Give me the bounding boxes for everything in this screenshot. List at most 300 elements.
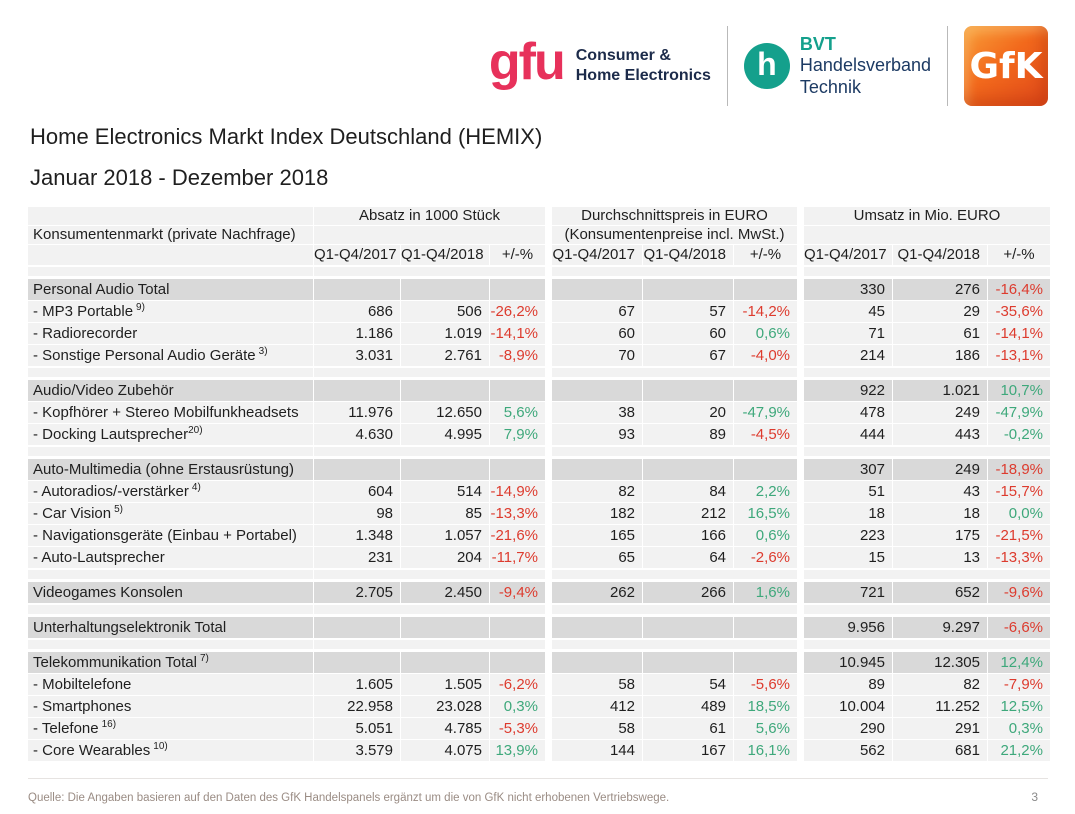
cell-absatz-pct: -5,3% <box>490 718 545 739</box>
cell-preis-pct: -5,6% <box>734 674 797 695</box>
cell-umsatz-pct: 0,0% <box>988 503 1050 524</box>
row-label: Unterhaltungselektronik Total <box>28 617 313 638</box>
row-label: Videogames Konsolen <box>28 582 313 603</box>
cell-absatz-2017: 4.630 <box>314 424 400 445</box>
row-label: - Kopfhörer + Stereo Mobilfunkheadsets <box>28 402 313 423</box>
column-gap <box>546 402 551 423</box>
cell-preis-pct: 0,6% <box>734 525 797 546</box>
cell-preis-pct: -4,5% <box>734 424 797 445</box>
cell-preis-2018: 89 <box>643 424 733 445</box>
table-row <box>28 481 1050 502</box>
cell-umsatz-2017: 10.945 <box>804 652 892 673</box>
cell-umsatz-2018: 13 <box>893 547 987 568</box>
cell-umsatz-pct: -16,4% <box>988 279 1050 300</box>
cell-absatz-pct: -6,2% <box>490 674 545 695</box>
cell-umsatz-2018: 18 <box>893 503 987 524</box>
cell-umsatz-2017: 9.956 <box>804 617 892 638</box>
period-header-umsatz-pct: +/-% <box>988 245 1050 265</box>
cell-umsatz-2017: 15 <box>804 547 892 568</box>
footnote-marker: 4) <box>191 482 201 493</box>
cell-preis-pct <box>734 652 797 673</box>
cell-umsatz-pct: -13,1% <box>988 345 1050 366</box>
cell-absatz-2018: 4.075 <box>401 740 489 761</box>
cell-preis-pct: 2,2% <box>734 481 797 502</box>
cell-absatz-pct: -21,6% <box>490 525 545 546</box>
cell-umsatz-pct: -13,3% <box>988 547 1050 568</box>
column-gap <box>798 380 803 401</box>
column-gap <box>798 459 803 480</box>
cell-absatz-2017: 1.605 <box>314 674 400 695</box>
spacer-cell <box>314 267 545 276</box>
spacer-cell <box>28 570 313 579</box>
column-gap <box>798 424 803 445</box>
spacer-row <box>28 605 1050 614</box>
cell-preis-2017: 58 <box>552 718 642 739</box>
table-header-groups <box>28 207 1050 225</box>
column-gap <box>546 226 551 244</box>
cell-umsatz-pct: -6,6% <box>988 617 1050 638</box>
column-gap <box>546 368 551 377</box>
cell-absatz-2018: 12.650 <box>401 402 489 423</box>
column-gap <box>798 718 803 739</box>
cell-umsatz-2017: 444 <box>804 424 892 445</box>
column-gap <box>546 245 551 265</box>
gfu-tagline <box>576 46 711 86</box>
spacer-cell <box>804 570 1050 579</box>
section-row <box>28 652 1050 673</box>
hemix-table <box>28 207 1050 761</box>
table-row <box>28 503 1050 524</box>
cell-umsatz-pct: -14,1% <box>988 323 1050 344</box>
cell-absatz-pct: 5,6% <box>490 402 545 423</box>
cell-absatz-2017 <box>314 652 400 673</box>
spacer-cell <box>552 447 797 456</box>
cell-umsatz-pct: -18,9% <box>988 459 1050 480</box>
spacer-row <box>28 267 1050 276</box>
cell-absatz-2017: 11.976 <box>314 402 400 423</box>
column-gap <box>798 481 803 502</box>
cell-absatz-2017: 231 <box>314 547 400 568</box>
column-gap <box>798 570 803 579</box>
cell-umsatz-pct: -21,5% <box>988 525 1050 546</box>
group-title-0: Absatz in 1000 Stück <box>314 207 545 225</box>
column-gap <box>546 503 551 524</box>
cell-absatz-2018: 85 <box>401 503 489 524</box>
cell-preis-pct <box>734 380 797 401</box>
cell-preis-pct: -47,9% <box>734 402 797 423</box>
cell-preis-2018: 489 <box>643 696 733 717</box>
bvt-line3: Technik <box>799 76 861 97</box>
corner-label: Konsumentenmarkt (private Nachfrage) <box>28 226 313 244</box>
footnote-marker: 10) <box>153 741 168 752</box>
section-row <box>28 617 1050 638</box>
cell-absatz-2017: 3.031 <box>314 345 400 366</box>
cell-umsatz-2018: 249 <box>893 459 987 480</box>
period-header-preis-2018: Q1-Q4/2018 <box>643 245 733 265</box>
footnote-marker: 5) <box>114 504 123 515</box>
column-gap <box>798 226 803 244</box>
cell-preis-2018 <box>643 459 733 480</box>
corner-cell <box>28 207 313 225</box>
row-label: - Core Wearables $^{10)}$ <box>28 740 313 761</box>
cell-preis-2018: 67 <box>643 345 733 366</box>
group-title-1: Durchschnittspreis in EURO <box>552 207 797 225</box>
cell-preis-pct: 16,5% <box>734 503 797 524</box>
table-row <box>28 674 1050 695</box>
column-gap <box>546 459 551 480</box>
cell-umsatz-2018: 291 <box>893 718 987 739</box>
cell-umsatz-pct: -0,2% <box>988 424 1050 445</box>
cell-absatz-pct: -13,3% <box>490 503 545 524</box>
cell-absatz-2017: 22.958 <box>314 696 400 717</box>
group-title-2: Umsatz in Mio. EURO <box>804 207 1050 225</box>
cell-absatz-2017: 1.186 <box>314 323 400 344</box>
footnote-marker: 16) <box>101 719 117 730</box>
cell-preis-2018 <box>643 652 733 673</box>
spacer-cell <box>804 605 1050 614</box>
cell-preis-2017: 60 <box>552 323 642 344</box>
cell-absatz-pct <box>490 380 545 401</box>
cell-preis-2017: 182 <box>552 503 642 524</box>
bvt-text <box>800 34 931 99</box>
column-gap <box>546 525 551 546</box>
spacer-cell <box>552 640 797 649</box>
spacer-cell <box>552 570 797 579</box>
cell-umsatz-pct: 12,5% <box>988 696 1050 717</box>
section-row <box>28 459 1050 480</box>
cell-umsatz-2018: 652 <box>893 582 987 603</box>
cell-absatz-pct <box>490 459 545 480</box>
cell-preis-pct: 18,5% <box>734 696 797 717</box>
column-gap <box>798 323 803 344</box>
bvt-logo <box>744 34 931 99</box>
row-label: Auto-Multimedia (ohne Erstausrüstung) <box>28 459 313 480</box>
row-label: - Auto-Lautsprecher <box>28 547 313 568</box>
cell-absatz-2018 <box>401 380 489 401</box>
cell-absatz-pct: -11,7% <box>490 547 545 568</box>
row-label: Telekommunikation Total $^{7)}$ <box>28 652 313 673</box>
cell-preis-pct: 0,6% <box>734 323 797 344</box>
cell-umsatz-2018: 276 <box>893 279 987 300</box>
cell-absatz-pct: 13,9% <box>490 740 545 761</box>
cell-absatz-2018: 23.028 <box>401 696 489 717</box>
row-label: - Mobiltelefone <box>28 674 313 695</box>
cell-absatz-2018: 4.785 <box>401 718 489 739</box>
cell-preis-pct: 5,6% <box>734 718 797 739</box>
cell-preis-pct: -2,6% <box>734 547 797 568</box>
cell-absatz-2017: 686 <box>314 301 400 322</box>
column-gap <box>798 547 803 568</box>
cell-umsatz-pct: 21,2% <box>988 740 1050 761</box>
cell-preis-2017: 165 <box>552 525 642 546</box>
cell-umsatz-2017: 51 <box>804 481 892 502</box>
spacer-cell <box>28 447 313 456</box>
table-row <box>28 345 1050 366</box>
cell-preis-2017: 93 <box>552 424 642 445</box>
column-gap <box>798 301 803 322</box>
cell-absatz-pct <box>490 652 545 673</box>
cell-umsatz-pct: 0,3% <box>988 718 1050 739</box>
cell-preis-2017: 67 <box>552 301 642 322</box>
cell-preis-2018: 212 <box>643 503 733 524</box>
spacer-cell <box>314 368 545 377</box>
cell-umsatz-2017: 45 <box>804 301 892 322</box>
column-gap <box>546 640 551 649</box>
cell-absatz-2017 <box>314 279 400 300</box>
cell-absatz-pct: -8,9% <box>490 345 545 366</box>
column-gap <box>798 345 803 366</box>
period-header-umsatz-2018: Q1-Q4/2018 <box>893 245 987 265</box>
column-gap <box>546 345 551 366</box>
cell-umsatz-2017: 71 <box>804 323 892 344</box>
cell-umsatz-pct: -9,6% <box>988 582 1050 603</box>
column-gap <box>546 279 551 300</box>
table-row <box>28 323 1050 344</box>
period-header-preis-2017: Q1-Q4/2017 <box>552 245 642 265</box>
column-gap <box>798 674 803 695</box>
footnote-marker: 9) <box>136 302 145 313</box>
row-label: - Navigationsgeräte (Einbau + Portabel) <box>28 525 313 546</box>
column-gap <box>546 267 551 276</box>
spacer-cell <box>314 605 545 614</box>
cell-absatz-2017: 1.348 <box>314 525 400 546</box>
row-label: Personal Audio Total <box>28 279 313 300</box>
cell-umsatz-2017: 290 <box>804 718 892 739</box>
table-row <box>28 424 1050 445</box>
cell-preis-2017 <box>552 459 642 480</box>
cell-preis-2018 <box>643 279 733 300</box>
cell-umsatz-2018: 61 <box>893 323 987 344</box>
cell-umsatz-2017: 307 <box>804 459 892 480</box>
footnote-marker: 20) <box>188 425 203 436</box>
gfu-tagline-line1: Consumer & <box>575 47 671 64</box>
cell-absatz-2017 <box>314 459 400 480</box>
cell-umsatz-2018: 43 <box>893 481 987 502</box>
cell-preis-2018: 167 <box>643 740 733 761</box>
cell-preis-2018: 54 <box>643 674 733 695</box>
spacer-cell <box>552 605 797 614</box>
column-gap <box>546 652 551 673</box>
column-gap <box>798 652 803 673</box>
spacer-cell <box>314 640 545 649</box>
cell-umsatz-2018: 12.305 <box>893 652 987 673</box>
spacer-cell <box>804 368 1050 377</box>
cell-preis-2017 <box>552 617 642 638</box>
spacer-cell <box>804 267 1050 276</box>
column-gap <box>546 481 551 502</box>
column-gap <box>546 582 551 603</box>
cell-absatz-2018: 1.019 <box>401 323 489 344</box>
cell-umsatz-2017: 562 <box>804 740 892 761</box>
cell-absatz-2017: 98 <box>314 503 400 524</box>
cell-preis-2017: 65 <box>552 547 642 568</box>
source-note: Quelle: Die Angaben basieren auf den Daten des GfK Handelspanels ergänzt um die von GfK nicht erhobenen Vertriebswege. <box>28 792 670 804</box>
cell-preis-2017 <box>552 279 642 300</box>
cell-umsatz-2017: 478 <box>804 402 892 423</box>
spacer-row <box>28 368 1050 377</box>
section-row <box>28 279 1050 300</box>
cell-preis-2018 <box>643 380 733 401</box>
column-gap <box>546 718 551 739</box>
gfu-logo <box>488 33 711 96</box>
row-label: - Telefone $^{16)}$ <box>28 718 313 739</box>
cell-umsatz-pct: 10,7% <box>988 380 1050 401</box>
column-gap <box>798 447 803 456</box>
cell-absatz-2018 <box>401 617 489 638</box>
logo-divider <box>727 26 728 106</box>
logo-bar <box>28 20 1048 112</box>
bvt-line1: BVT <box>799 33 836 54</box>
spacer-cell <box>28 640 313 649</box>
spacer-cell <box>804 640 1050 649</box>
cell-preis-2017 <box>552 652 642 673</box>
cell-absatz-2018: 1.057 <box>401 525 489 546</box>
spacer-cell <box>552 368 797 377</box>
cell-absatz-2018: 506 <box>401 301 489 322</box>
period-header-preis-pct: +/-% <box>734 245 797 265</box>
cell-umsatz-pct: -7,9% <box>988 674 1050 695</box>
cell-umsatz-2018: 443 <box>893 424 987 445</box>
row-label: Audio/Video Zubehör <box>28 380 313 401</box>
cell-preis-2018: 20 <box>643 402 733 423</box>
cell-absatz-2018: 514 <box>401 481 489 502</box>
column-gap <box>546 696 551 717</box>
bvt-line2: Handelsverband <box>799 55 931 76</box>
row-label: - Sonstige Personal Audio Geräte $^{3)}$ <box>28 345 313 366</box>
cell-preis-2018: 166 <box>643 525 733 546</box>
column-gap <box>798 525 803 546</box>
cell-umsatz-2017: 330 <box>804 279 892 300</box>
column-gap <box>546 447 551 456</box>
cell-absatz-2018: 2.761 <box>401 345 489 366</box>
spacer-row <box>28 640 1050 649</box>
cell-preis-2017: 38 <box>552 402 642 423</box>
cell-umsatz-2017: 89 <box>804 674 892 695</box>
column-gap <box>798 740 803 761</box>
cell-absatz-pct: -14,9% <box>490 481 545 502</box>
column-gap <box>546 740 551 761</box>
column-gap <box>798 279 803 300</box>
corner-cell <box>28 245 313 265</box>
column-gap <box>546 605 551 614</box>
column-gap <box>798 617 803 638</box>
cell-umsatz-2017: 18 <box>804 503 892 524</box>
group-subtitle-0 <box>314 226 545 244</box>
cell-preis-2017 <box>552 380 642 401</box>
cell-absatz-2017 <box>314 617 400 638</box>
cell-preis-pct: -14,2% <box>734 301 797 322</box>
spacer-cell <box>28 267 313 276</box>
cell-umsatz-2017: 10.004 <box>804 696 892 717</box>
cell-umsatz-2018: 82 <box>893 674 987 695</box>
cell-absatz-pct: -14,1% <box>490 323 545 344</box>
page-footer <box>28 778 1048 804</box>
cell-umsatz-pct: -35,6% <box>988 301 1050 322</box>
cell-absatz-2018 <box>401 652 489 673</box>
spacer-cell <box>314 447 545 456</box>
period-header-absatz-2018: Q1-Q4/2018 <box>401 245 489 265</box>
column-gap <box>546 547 551 568</box>
gfu-logo-icon: gfu <box>488 33 564 91</box>
cell-preis-2018: 60 <box>643 323 733 344</box>
cell-umsatz-pct: -47,9% <box>988 402 1050 423</box>
footnote-marker: 3) <box>258 346 268 357</box>
spacer-row <box>28 447 1050 456</box>
period-header-absatz-2017: Q1-Q4/2017 <box>314 245 400 265</box>
cell-absatz-2017: 604 <box>314 481 400 502</box>
cell-absatz-2018 <box>401 459 489 480</box>
period-header-absatz-pct: +/-% <box>490 245 545 265</box>
cell-preis-2017: 82 <box>552 481 642 502</box>
cell-preis-2017: 412 <box>552 696 642 717</box>
table-row <box>28 301 1050 322</box>
column-gap <box>798 368 803 377</box>
column-gap <box>798 267 803 276</box>
table-header-subtitles <box>28 226 1050 244</box>
footnote-marker: 7) <box>199 653 209 664</box>
cell-umsatz-2018: 186 <box>893 345 987 366</box>
row-label: - Radiorecorder <box>28 323 313 344</box>
column-gap <box>546 617 551 638</box>
cell-absatz-2017: 5.051 <box>314 718 400 739</box>
spacer-cell <box>28 368 313 377</box>
column-gap <box>546 380 551 401</box>
cell-umsatz-2018: 11.252 <box>893 696 987 717</box>
cell-preis-pct: -4,0% <box>734 345 797 366</box>
table-row <box>28 525 1050 546</box>
column-gap <box>546 323 551 344</box>
cell-absatz-pct: 7,9% <box>490 424 545 445</box>
table-row <box>28 740 1050 761</box>
cell-preis-2017: 70 <box>552 345 642 366</box>
cell-preis-2018: 57 <box>643 301 733 322</box>
column-gap <box>798 605 803 614</box>
cell-preis-2018: 61 <box>643 718 733 739</box>
column-gap <box>798 696 803 717</box>
cell-preis-2018: 84 <box>643 481 733 502</box>
column-gap <box>546 207 551 225</box>
column-gap <box>798 582 803 603</box>
cell-preis-2018 <box>643 617 733 638</box>
cell-preis-2018: 266 <box>643 582 733 603</box>
cell-umsatz-2018: 29 <box>893 301 987 322</box>
cell-absatz-2017: 3.579 <box>314 740 400 761</box>
cell-umsatz-2018: 175 <box>893 525 987 546</box>
spacer-cell <box>28 605 313 614</box>
cell-preis-2017: 58 <box>552 674 642 695</box>
cell-absatz-2018: 204 <box>401 547 489 568</box>
cell-preis-pct <box>734 459 797 480</box>
table-header-periods <box>28 245 1050 265</box>
column-gap <box>798 245 803 265</box>
column-gap <box>798 503 803 524</box>
section-row <box>28 582 1050 603</box>
table-row <box>28 547 1050 568</box>
row-label: - MP3 Portable $^{9)}$ <box>28 301 313 322</box>
cell-preis-pct: 1,6% <box>734 582 797 603</box>
cell-absatz-pct: 0,3% <box>490 696 545 717</box>
row-label: - Autoradios/-verstärker $^{4)}$ <box>28 481 313 502</box>
cell-umsatz-2017: 922 <box>804 380 892 401</box>
spacer-cell <box>804 447 1050 456</box>
cell-preis-pct <box>734 617 797 638</box>
cell-absatz-pct <box>490 279 545 300</box>
column-gap <box>546 570 551 579</box>
group-subtitle-1: (Konsumentenpreise incl. MwSt.) <box>552 226 797 244</box>
cell-umsatz-2018: 681 <box>893 740 987 761</box>
cell-umsatz-2018: 1.021 <box>893 380 987 401</box>
column-gap <box>546 674 551 695</box>
